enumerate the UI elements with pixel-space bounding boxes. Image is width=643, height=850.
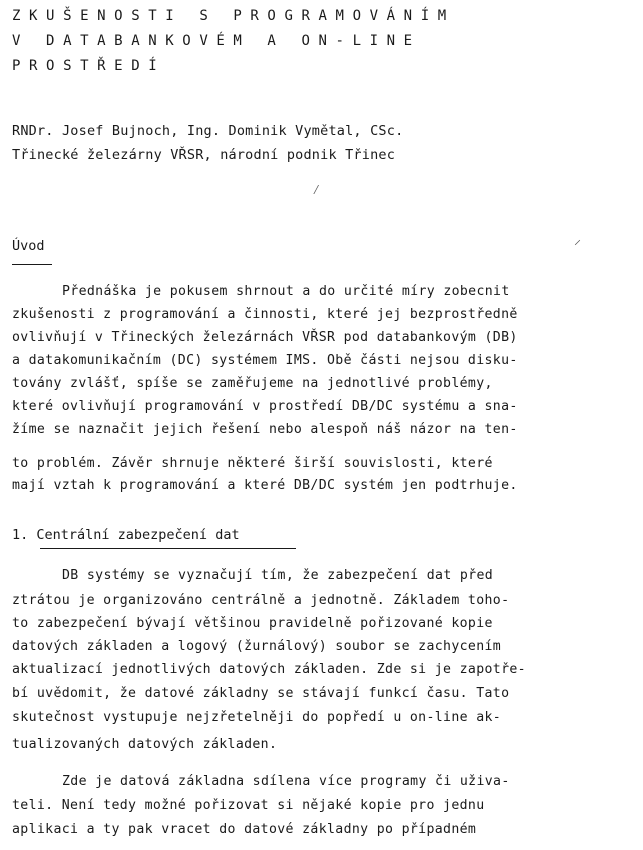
section-heading-1: 1. Centrální zabezpečení dat [12, 527, 240, 543]
intro-line: žíme se naznačit jejich řešení nebo alespoň náš názor na ten- [12, 422, 518, 437]
section1-line: ztrátou je organizováno centrálně a jednotně. Základem toho- [12, 593, 510, 608]
heading-underline [40, 548, 296, 549]
section1-line: bí uvědomit, že datové základny se stávají funkcí času. Tato [12, 686, 510, 701]
section1-line: teli. Není tedy možné pořizovat si nějaké kopie pro jednu [12, 798, 485, 813]
section-heading-intro: Úvod [12, 238, 45, 254]
intro-line: ovlivňují v Třineckých železárnách VŘSR pod databankovým (DB) [12, 330, 518, 345]
intro-line: které ovlivňují programování v prostředí DB/DC systému a sna- [12, 399, 518, 414]
section1-line: tualizovaných datových základen. [12, 737, 278, 752]
author-affiliation: Třinecké železárny VŘSR, národní podnik Třinec [12, 147, 396, 163]
scan-mark: ⁄ [312, 182, 321, 198]
title-line-2: V DATABANKOVÉM A ON-LINE [12, 33, 421, 49]
intro-line: mají vztah k programování a které DB/DC systém jen podtrhuje. [12, 478, 518, 493]
author-names: RNDr. Josef Bujnoch, Ing. Dominik Vymětal, CSc. [12, 123, 404, 139]
section1-line: Zde je datová základna sdílena více programy či uživa- [62, 774, 510, 789]
scan-mark: ⸝ [574, 232, 581, 248]
section1-line: skutečnost vystupuje nejzřetelněji do popředí u on-line ak- [12, 710, 502, 725]
title-line-3: PROSTŘEDÍ [12, 58, 166, 74]
title-line-1: ZKUŠENOSTI S PROGRAMOVÁNÍM [12, 8, 455, 24]
intro-line: zkušenosti z programování a činnosti, které jej bezprostředně [12, 307, 518, 322]
section1-line: datových základen a logový (žurnálový) soubor se zachycením [12, 639, 502, 654]
heading-underline [12, 264, 52, 265]
section1-line: DB systémy se vyznačují tím, že zabezpečení dat před [62, 568, 494, 583]
intro-line: Přednáška je pokusem shrnout a do určité míry zobecnit [62, 284, 510, 299]
section1-line: aktualizací jednotlivých datových základen. Zde si je zapotře- [12, 662, 526, 677]
section1-line: to zabezpečení bývají většinou pravidelně pořizované kopie [12, 616, 493, 631]
intro-line: a datakomunikačním (DC) systémem IMS. Obě části nejsou disku- [12, 353, 518, 368]
intro-line: to problém. Závěr shrnuje některé širší souvislosti, které [12, 456, 493, 471]
intro-line: továny zvlášť, spíše se zaměřujeme na jednotlivé problémy, [12, 376, 493, 391]
section1-line: aplikaci a ty pak vracet do datové základny po případném [12, 822, 477, 837]
